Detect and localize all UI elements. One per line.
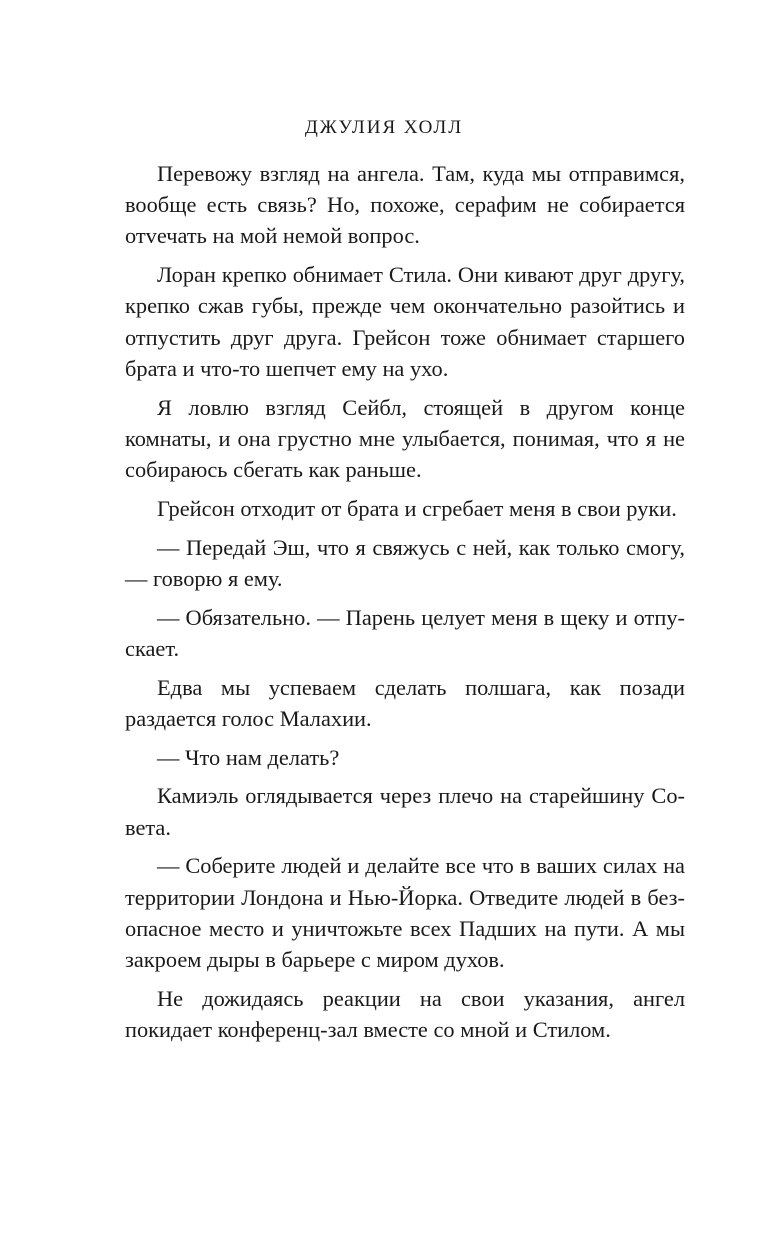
dialogue-paragraph: — Передай Эш, что я свяжусь с ней, как только смогу, — говорю я ему. bbox=[125, 534, 685, 591]
dialogue-paragraph: — Обязательно. — Парень целует меня в щеку и отпускает. bbox=[125, 604, 685, 661]
paragraph: Камиэль оглядывается через плечо на старейшину Совета. bbox=[125, 783, 685, 840]
paragraph: Едва мы успеваем сделать полшага, как позади раздается голос Малахии. bbox=[125, 674, 685, 731]
paragraph: Грейсон отходит от брата и сгребает меня в свои руки. bbox=[157, 495, 677, 521]
running-head-author: ДЖУЛИЯ ХОЛЛ bbox=[304, 117, 464, 138]
dialogue-paragraph: — Соберите людей и делайте все что в ваших силах на территории Лондона и Нью-Йорка. Отведите людей в безопасное место и уничтожьте всех Падших на пути. А мы закроем дыры в барьере с миром духов. bbox=[125, 853, 685, 973]
paragraph: Я ловлю взгляд Сейбл, стоящей в другом конце комнаты, и она грустно мне улыбается, понимая, что я не собираюсь сбегать как раньше. bbox=[125, 394, 685, 483]
paragraph: Лоран крепко обнимает Стила. Они кивают друг другу, крепко сжав губы, прежде чем окончательно разойтись и отпустить друг друга. Грейсон тоже обнимает старшего брата и что-то шепчет ему на ухо. bbox=[125, 262, 685, 381]
paragraph: Не дожидаясь реакции на свои указания, ангел покидает конференц-зал вместе со мной и Стилом. bbox=[125, 985, 685, 1043]
page-body-text bbox=[125, 158, 685, 1053]
dialogue-paragraph: — Что нам делать? bbox=[157, 744, 340, 770]
paragraph: Перевожу взгляд на ангела. Там, куда мы отправимся, вообще есть связь? Но, похоже, серафим не собирается отvечать на мой немой вопрос. bbox=[125, 161, 685, 249]
